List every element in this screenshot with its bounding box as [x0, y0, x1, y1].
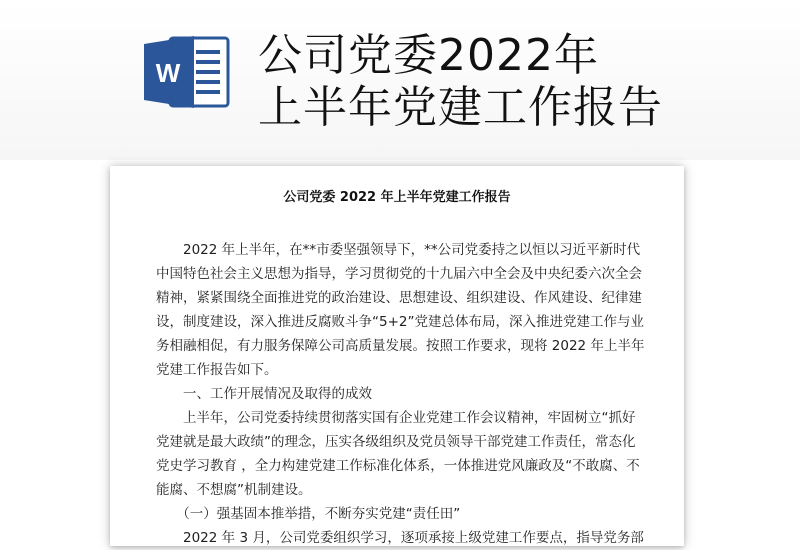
document-title: 公司党委 2022 年上半年党建工作报告: [283, 190, 511, 205]
document-line: 党建工作报告如下。: [156, 362, 278, 378]
banner: [0, 0, 800, 160]
banner-title: [258, 30, 663, 134]
document-line: 务相融相促，有力服务保障公司高质量发展。按照工作要求，现将 2022 年上半年: [156, 338, 645, 354]
document-line: 中国特色社会主义思想为指导，学习贯彻党的十九届六中全会及中央纪委六次全会: [156, 266, 642, 282]
banner-title-line1: 公司党委2022年: [258, 30, 599, 81]
document-line: 设，制度建设，深入推进反腐败斗争“5+2”党建总体布局，深入推进党建工作与业: [156, 314, 644, 330]
document-body: [156, 238, 650, 550]
document-line: 精神，紧紧围绕全面推进党的政治建设、思想建设、组织建设、作风建设、纪律建: [156, 290, 642, 306]
banner-title-line2: 上半年党建工作报告: [258, 82, 663, 133]
document-line: 党史学习教育 ，全力构建党建工作标准化体系，一体推进党风廉政及“不敢腐、不: [156, 458, 640, 474]
document-line: 2022 年上半年，在**市委坚强领导下，**公司党委持之以恒以习近平新时代: [156, 242, 641, 258]
subsection-heading: （一）强基固本推举措，不断夯实党建“责任田”: [156, 506, 461, 522]
document-page: [110, 166, 684, 546]
word-document-icon: [144, 34, 232, 110]
document-line: 2022 年 3 月，公司党委组织学习，逐项承接上级党建工作要点，指导党务部: [156, 530, 644, 546]
word-icon-letter: W: [155, 58, 181, 88]
section-heading: 一、工作开展情况及取得的成效: [156, 386, 372, 402]
document-line: 上半年，公司党委持续贯彻落实国有企业党建工作会议精神，牢固树立“抓好: [156, 410, 636, 426]
document-line: 党建就是最大政绩”的理念，压实各级组织及党员领导干部党建工作责任，常态化: [156, 434, 636, 450]
document-line: 能腐、不想腐”机制建设。: [156, 482, 312, 498]
